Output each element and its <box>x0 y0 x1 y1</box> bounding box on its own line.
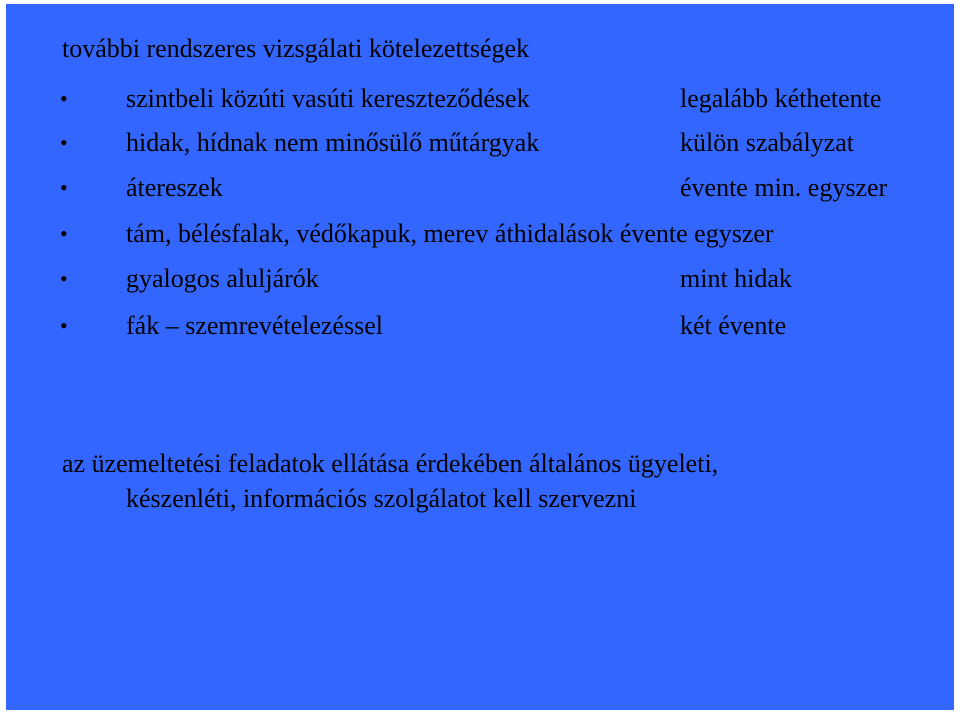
item-label: fák – szemrevételezéssel <box>126 311 383 340</box>
list-item <box>6 217 954 251</box>
item-frequency: legalább kéthetente <box>680 84 882 113</box>
item-frequency: külön szabályzat <box>680 128 854 157</box>
bullet: • <box>60 175 68 200</box>
list-item <box>6 171 954 205</box>
item-label: átereszek <box>126 173 223 202</box>
item-frequency: két évente <box>680 311 787 340</box>
bullet: • <box>60 130 68 155</box>
slide <box>6 4 954 710</box>
item-label: tám, bélésfalak, védőkapuk, merev áthidalások évente egyszer <box>126 219 774 248</box>
item-frequency: mint hidak <box>680 264 792 293</box>
item-label: gyalogos aluljárók <box>126 264 319 293</box>
bullet: • <box>60 266 68 291</box>
note-paragraph <box>62 446 718 516</box>
bullet: • <box>60 86 68 111</box>
note-line: az üzemeltetési feladatok ellátása érdekében általános ügyeleti, <box>62 449 719 478</box>
bullet: • <box>60 221 68 246</box>
item-label: hidak, hídnak nem minősülő műtárgyak <box>126 128 540 157</box>
bullet: • <box>60 313 68 338</box>
item-frequency: évente min. egyszer <box>680 173 888 202</box>
list-item <box>6 126 954 160</box>
item-label: szintbeli közúti vasúti kereszteződések <box>126 84 530 113</box>
list-item <box>6 82 954 116</box>
list-item <box>6 262 954 296</box>
slide-heading: további rendszeres vizsgálati kötelezettségek <box>62 34 530 63</box>
note-line: készenléti, információs szolgálatot kell szervezni <box>126 484 637 513</box>
list-item <box>6 309 954 343</box>
